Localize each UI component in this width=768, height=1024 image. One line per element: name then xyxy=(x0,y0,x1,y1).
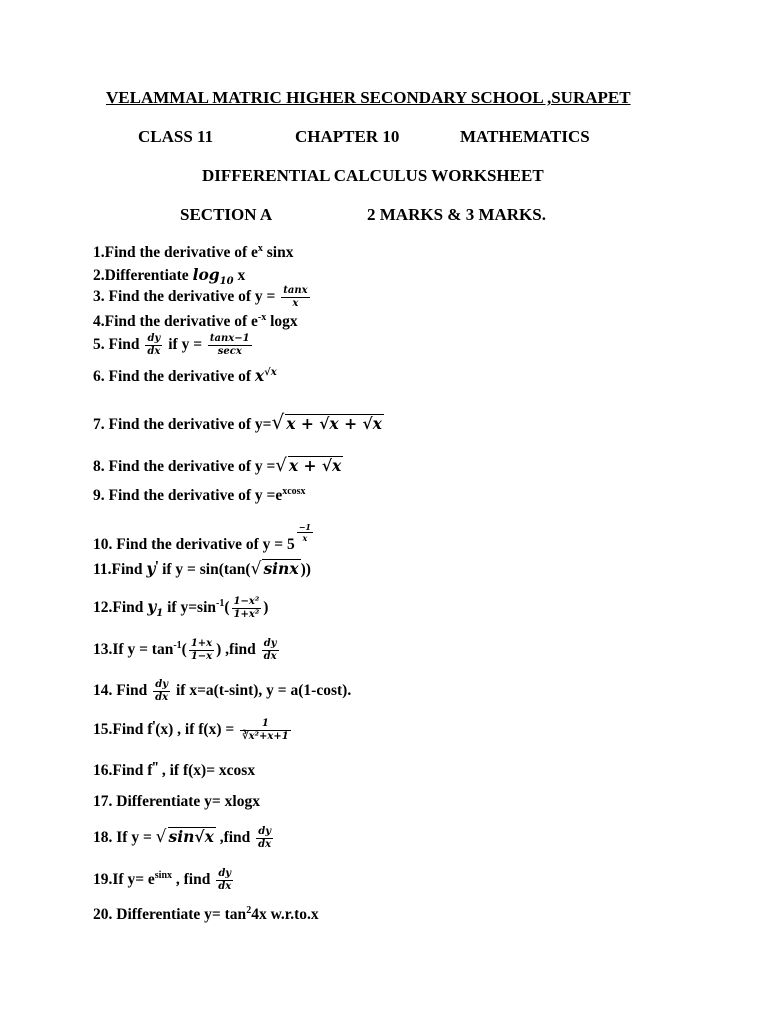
question-15: 15.Find $f^ꞌ(x)$ , if f(x) = $\frac{1}{\text{∛x²+x+1}}$ xyxy=(93,718,289,742)
question-19: 19.If $y= e^{sinx}$ , find $\frac{dy}{dx}$ xyxy=(93,868,232,892)
class-label: CLASS 11 xyxy=(138,127,214,146)
question-3: 3. Find the derivative of y = $\frac{\tan x}{x}$ xyxy=(93,285,308,309)
section-label: SECTION A xyxy=(180,205,273,224)
question-1: 1.Find the derivative of $e^x$ sinx xyxy=(93,243,294,261)
question-16: 16.Find $f^{ꞌꞌ}$ , if f(x)= xcosx xyxy=(93,761,256,779)
question-7: 7. Find the derivative of y=√ x + √x + √x xyxy=(93,410,382,434)
question-20: 20. Differentiate $y= \tan^24x$ w.r.to.x xyxy=(93,905,319,923)
question-2: 2.Differentiate $\log_{10} x$ xyxy=(93,265,246,288)
worksheet-title: DIFFERENTIAL CALCULUS WORKSHEET xyxy=(202,166,544,185)
question-18: 18. If y = √ sin√x ,find $\frac{dy}{dx}$ xyxy=(93,826,272,850)
question-9: 9. Find the derivative of $y =e^{xcosx}$ xyxy=(93,486,306,504)
question-8: 8. Find the derivative of y =√ x + √x xyxy=(93,455,342,476)
question-17: 17. Differentiate y= xlogx xyxy=(93,793,260,810)
question-4: 4.Find the derivative of $e^{-x}$ logx xyxy=(93,312,298,330)
question-11: 11.Find $y^ꞌ$ if y = sin(tan(√ sinx )) xyxy=(93,559,311,579)
question-14: 14. Find $\frac{dy}{dx}$ if x=a(t-sint), y = a(1-cost). xyxy=(93,679,352,703)
chapter-label: CHAPTER 10 xyxy=(295,127,400,146)
question-6: 6. Find the derivative of $x^{√x}$ xyxy=(93,366,277,385)
school-name: VELAMMAL MATRIC HIGHER SECONDARY SCHOOL ,SURAPET xyxy=(106,88,631,107)
question-12: 12.Find $y_1$ if $y=\sin^{-1}$( $\frac{\text{1−x²}}{\text{1+x²}}$ ) xyxy=(93,596,269,620)
question-10: 10. Find the derivative of y = 5 $\frac{-1}{x}$ xyxy=(93,522,311,553)
marks-label: 2 MARKS & 3 MARKS. xyxy=(367,205,546,224)
question-5: 5. Find $\frac{dy}{dx}$ if y = $\frac{\tan x-1}{\sec x}$ xyxy=(93,333,250,357)
subject-label: MATHEMATICS xyxy=(460,127,590,146)
question-13: 13.If $y = \tan^{-1}$( $\frac{1+x}{1-x}$ ) ,find $\frac{dy}{dx}$ xyxy=(93,638,277,662)
